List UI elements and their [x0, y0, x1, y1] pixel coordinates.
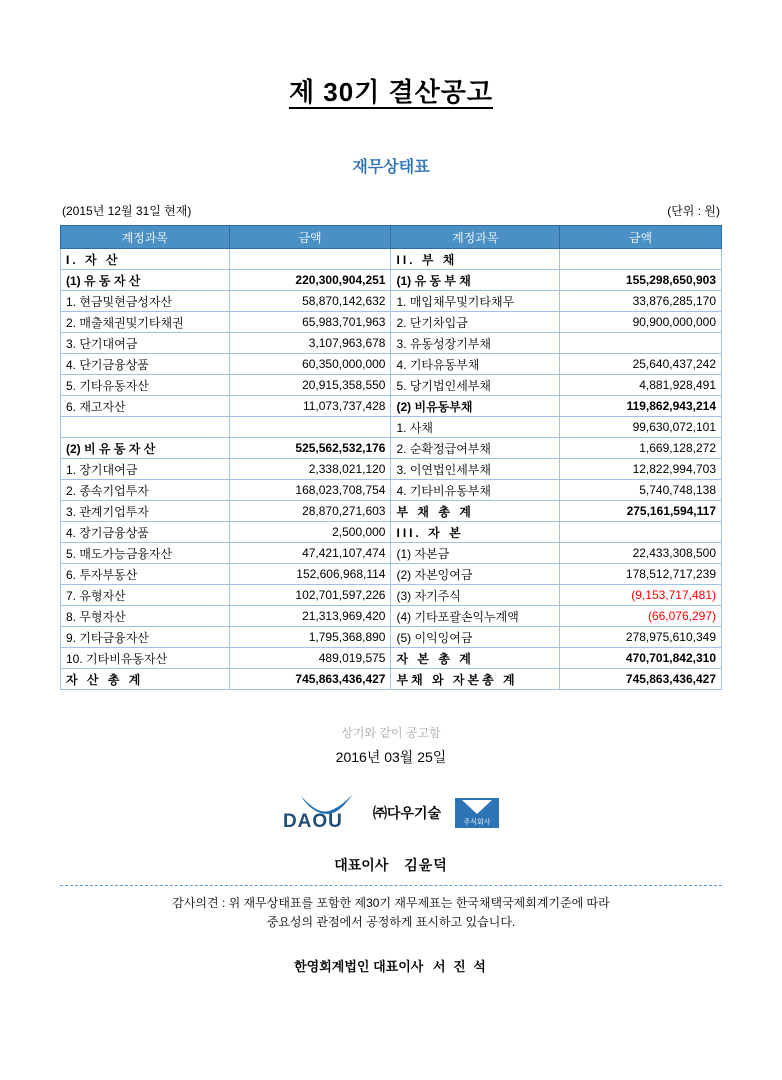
cell-amount-right: 119,862,943,214: [560, 396, 722, 417]
table-row: [61, 312, 722, 333]
cell-account-right: 4. 기타비유동부채: [391, 480, 560, 501]
table-row: [61, 669, 722, 690]
audit-line-2: 중요성의 관점에서 공정하게 표시하고 있습니다.: [266, 914, 516, 929]
cell-amount-right: 470,701,842,310: [560, 648, 722, 669]
header-amount-left: 금액: [229, 226, 391, 249]
cell-amount-right: 33,876,285,170: [560, 291, 722, 312]
table-row: [61, 249, 722, 270]
header-amount-right: 금액: [560, 226, 722, 249]
cell-account-right: 1. 매입채무및기타채무: [391, 291, 560, 312]
cell-account-right: 4. 기타유동부채: [391, 354, 560, 375]
logo-row: [60, 793, 722, 833]
cell-account-right: (3) 자기주식: [391, 585, 560, 606]
cell-account-left: [61, 417, 230, 438]
cell-account-right: (1) 자본금: [391, 543, 560, 564]
ceo-title: 대표이사: [334, 857, 389, 873]
cell-account-left: 3. 관계기업투자: [61, 501, 230, 522]
cell-amount-right: [560, 333, 722, 354]
auditor-name: 서 진 석: [432, 959, 488, 975]
table-row: [61, 585, 722, 606]
cell-account-right: 자 본 총 계: [391, 648, 560, 669]
cell-amount-right: 99,630,072,101: [560, 417, 722, 438]
cell-account-left: 8. 무형자산: [61, 606, 230, 627]
cell-amount-left: 102,701,597,226: [229, 585, 391, 606]
cell-amount-left: 20,915,358,550: [229, 375, 391, 396]
cell-amount-right: 22,433,308,500: [560, 543, 722, 564]
table-row: [61, 270, 722, 291]
daou-logo: [283, 793, 359, 833]
table-row: [61, 501, 722, 522]
cell-account-right: 2. 단기차입금: [391, 312, 560, 333]
cell-account-left: 5. 매도가능금융자산: [61, 543, 230, 564]
cell-account-right: (2) 자본잉여금: [391, 564, 560, 585]
cell-account-right: II. 부 채: [391, 249, 560, 270]
cell-amount-left: 525,562,532,176: [229, 438, 391, 459]
divider: [60, 885, 722, 886]
cell-account-left: 7. 유형자산: [61, 585, 230, 606]
cell-account-left: 1. 장기대여금: [61, 459, 230, 480]
unit-note: (단위 : 원): [667, 204, 720, 218]
table-row: [61, 375, 722, 396]
cell-account-left: 2. 종속기업투자: [61, 480, 230, 501]
seal-mark: [462, 800, 492, 814]
daou-wordmark: DAOU: [282, 811, 343, 832]
cell-account-left: 6. 투자부동산: [61, 564, 230, 585]
cell-amount-left: 220,300,904,251: [229, 270, 391, 291]
statement-subtitle: 재무상태표: [352, 159, 430, 176]
cell-account-right: 3. 유동성장기부채: [391, 333, 560, 354]
cell-amount-right: 5,740,748,138: [560, 480, 722, 501]
table-row: [61, 333, 722, 354]
cell-amount-right: 90,900,000,000: [560, 312, 722, 333]
cell-account-left: 4. 단기금융상품: [61, 354, 230, 375]
cell-account-right: (2) 비유동부채: [391, 396, 560, 417]
auditor-firm: 한영회계법인 대표이사: [294, 959, 424, 975]
cell-amount-left: 3,107,963,678: [229, 333, 391, 354]
cell-account-right: (4) 기타포괄손익누계액: [391, 606, 560, 627]
cell-amount-right: 1,669,128,272: [560, 438, 722, 459]
cell-amount-left: [229, 417, 391, 438]
cell-amount-right: 278,975,610,349: [560, 627, 722, 648]
meta-row: [60, 202, 722, 219]
cell-account-right: 1. 사채: [391, 417, 560, 438]
cell-amount-left: 152,606,968,114: [229, 564, 391, 585]
table-row: [61, 480, 722, 501]
document-page: [0, 72, 782, 1080]
cell-amount-right: 25,640,437,242: [560, 354, 722, 375]
cell-account-left: 1. 현금및현금성자산: [61, 291, 230, 312]
cell-amount-right: 155,298,650,903: [560, 270, 722, 291]
cell-account-left: 3. 단기대여금: [61, 333, 230, 354]
seal-label: 주식회사: [463, 819, 491, 826]
cell-amount-right: [560, 522, 722, 543]
page-title: 제 30기 결산공고: [288, 77, 494, 107]
auditor-line: [60, 956, 722, 975]
header-account-left: 계정과목: [61, 226, 230, 249]
cell-amount-right: [560, 249, 722, 270]
cell-amount-right: 4,881,928,491: [560, 375, 722, 396]
cell-amount-right: 12,822,994,703: [560, 459, 722, 480]
table-row: [61, 459, 722, 480]
cell-amount-left: 65,983,701,963: [229, 312, 391, 333]
cell-account-right: 3. 이연법인세부채: [391, 459, 560, 480]
cell-amount-left: 47,421,107,474: [229, 543, 391, 564]
table-row: [61, 354, 722, 375]
ceo-line: [60, 855, 722, 875]
header-account-right: 계정과목: [391, 226, 560, 249]
cell-amount-left: 2,338,021,120: [229, 459, 391, 480]
cell-amount-left: [229, 249, 391, 270]
table-row: [61, 438, 722, 459]
cell-amount-right: (66,076,297): [560, 606, 722, 627]
cell-account-left: 6. 재고자산: [61, 396, 230, 417]
cell-account-left: (2) 비 유 동 자 산: [61, 438, 230, 459]
cell-account-right: 5. 당기법인세부채: [391, 375, 560, 396]
cell-amount-left: 28,870,271,603: [229, 501, 391, 522]
cell-account-left: 자 산 총 계: [61, 669, 230, 690]
cell-account-right: 2. 순확정급여부채: [391, 438, 560, 459]
table-row: [61, 396, 722, 417]
ceo-name: 김윤덕: [404, 857, 448, 873]
cell-account-left: 2. 매출채권및기타채권: [61, 312, 230, 333]
cell-amount-right: (9,153,717,481): [560, 585, 722, 606]
table-row: [61, 648, 722, 669]
cell-account-left: 5. 기타유동자산: [61, 375, 230, 396]
table-row: [61, 564, 722, 585]
table-body: [61, 249, 722, 690]
table-header-row: [61, 226, 722, 249]
cell-amount-left: 2,500,000: [229, 522, 391, 543]
balance-sheet-table: [60, 225, 722, 690]
cell-amount-left: 60,350,000,000: [229, 354, 391, 375]
notice-date: 2016년 03월 25일: [335, 749, 447, 765]
cell-amount-left: 489,019,575: [229, 648, 391, 669]
cell-amount-right: 745,863,436,427: [560, 669, 722, 690]
cell-amount-left: 1,795,368,890: [229, 627, 391, 648]
cell-amount-left: 168,023,708,754: [229, 480, 391, 501]
cell-account-right: 부채 와 자본총 계: [391, 669, 560, 690]
cell-account-right: (5) 이익잉여금: [391, 627, 560, 648]
table-row: [61, 627, 722, 648]
table-row: [61, 543, 722, 564]
table-row: [61, 417, 722, 438]
cell-account-right: III. 자 본: [391, 522, 560, 543]
cell-account-right: 부 채 총 계: [391, 501, 560, 522]
cell-account-left: 10. 기타비유동자산: [61, 648, 230, 669]
table-row: [61, 606, 722, 627]
audit-opinion: [60, 894, 722, 931]
public-notice-text: 상기와 같이 공고함: [341, 726, 441, 740]
cell-amount-left: 21,313,969,420: [229, 606, 391, 627]
cell-account-left: (1) 유 동 자 산: [61, 270, 230, 291]
cell-amount-left: 745,863,436,427: [229, 669, 391, 690]
cell-account-left: I. 자 산: [61, 249, 230, 270]
cell-account-left: 9. 기타금융자산: [61, 627, 230, 648]
company-seal-icon: [455, 798, 499, 828]
table-row: [61, 291, 722, 312]
cell-amount-right: 178,512,717,239: [560, 564, 722, 585]
cell-account-right: (1) 유 동 부 채: [391, 270, 560, 291]
audit-line-1: 감사의견 : 위 재무상태표를 포함한 제30기 재무제표는 한국채택국제회계기준에 따라: [172, 896, 610, 910]
table-row: [61, 522, 722, 543]
cell-account-left: 4. 장기금융상품: [61, 522, 230, 543]
cell-amount-left: 11,073,737,428: [229, 396, 391, 417]
company-name: ㈜다우기술: [372, 805, 442, 821]
as-of-date: (2015년 12월 31일 현재): [62, 204, 192, 218]
cell-amount-left: 58,870,142,632: [229, 291, 391, 312]
cell-amount-right: 275,161,594,117: [560, 501, 722, 522]
